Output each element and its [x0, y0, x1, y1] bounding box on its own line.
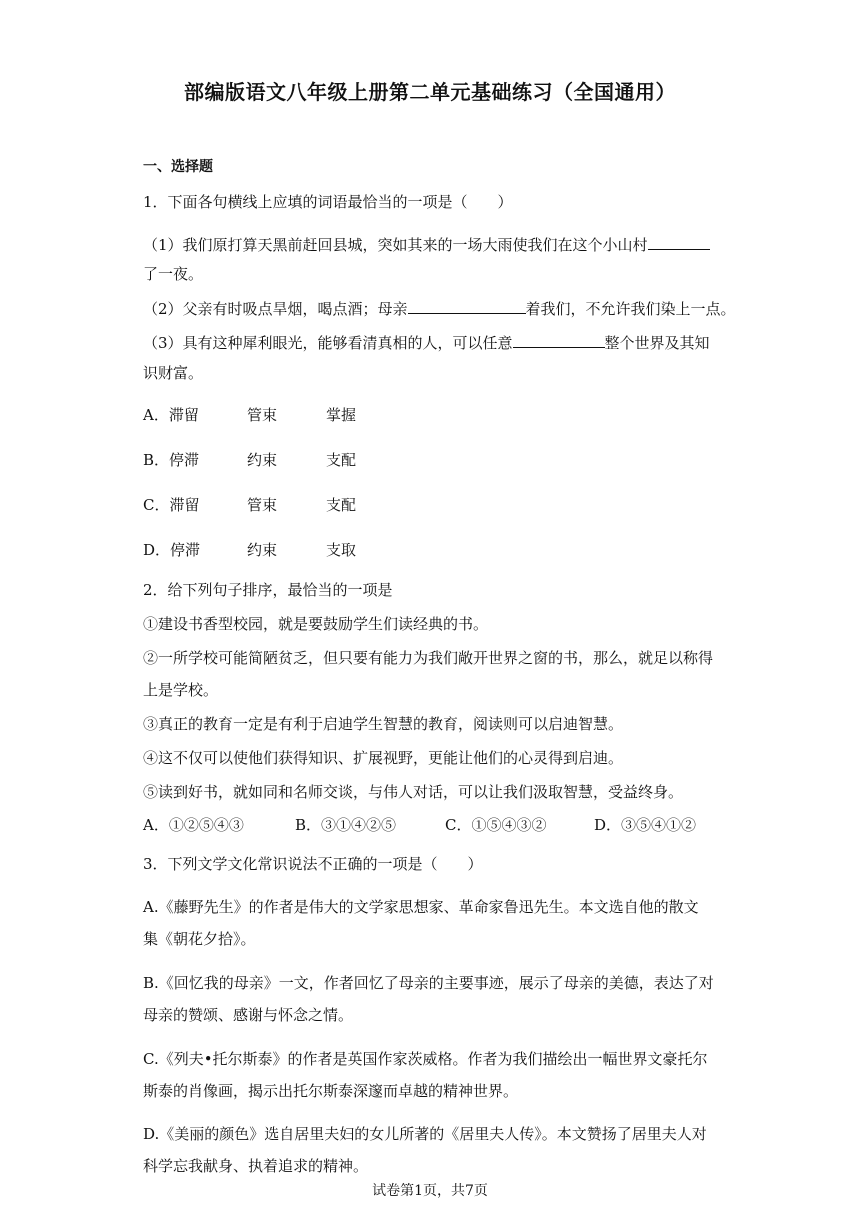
question-1-sentence-1 — [143, 234, 710, 255]
page-title: 部编版语文八年级上册第二单元基础练习（全国通用） — [184, 80, 676, 104]
question-1-stem: 1．下面各句横线上应填的词语最恰当的一项是（ ） — [143, 193, 513, 211]
q2-option-b: B．③①④②⑤ — [295, 816, 397, 834]
q3-option-d: D.《美丽的颜色》选自居里夫妇的女儿所著的《居里夫人传》。本文赞扬了居里夫人对 — [143, 1125, 707, 1143]
question-1-sentence-3 — [143, 332, 710, 353]
q3-option-a: A.《藤野先生》的作者是伟大的文学家思想家、革命家鲁迅先生。本文选自他的散文 — [143, 898, 699, 916]
q1-option-b: B．停滞 — [143, 451, 200, 469]
sentence-text: （3）具有这种犀利眼光，能够看清真相的人，可以任意 — [143, 334, 513, 352]
q1-option-a-word2: 管束 — [247, 406, 278, 424]
q1-option-b-word3: 支配 — [326, 451, 357, 469]
q2-sentence: ①建设书香型校园，就是要鼓励学生们读经典的书。 — [143, 615, 489, 633]
question-1-sentence-2 — [143, 298, 736, 319]
q1-option-a-word3: 掌握 — [326, 406, 357, 424]
question-3-stem: 3．下列文学文化常识说法不正确的一项是（ ） — [143, 855, 483, 873]
fill-blank — [408, 298, 526, 314]
q2-option-d: D．③⑤④①② — [594, 816, 697, 834]
question-1-sentence-1-cont: 了一夜。 — [143, 265, 204, 283]
q1-option-c-word2: 管束 — [247, 496, 278, 514]
fill-blank — [513, 332, 605, 348]
q2-sentence: ②一所学校可能简陋贫乏，但只要有能力为我们敞开世界之窗的书，那么，就足以称得 — [143, 649, 714, 667]
q3-option-b-cont: 母亲的赞颂、感谢与怀念之情。 — [143, 1006, 354, 1024]
q3-option-b: B.《回忆我的母亲》一文，作者回忆了母亲的主要事迹，展示了母亲的美德，表达了对 — [143, 974, 714, 992]
q2-option-c: C．①⑤④③② — [445, 816, 547, 834]
q2-sentence: ③真正的教育一定是有利于启迪学生智慧的教育，阅读则可以启迪智慧。 — [143, 715, 624, 733]
q2-sentence: ④这不仅可以使他们获得知识、扩展视野，更能让他们的心灵得到启迪。 — [143, 749, 624, 767]
page-footer: 试卷第1页，共7页 — [372, 1183, 488, 1199]
sentence-text: 着我们，不允许我们染上一点。 — [525, 300, 736, 318]
section-heading: 一、选择题 — [143, 159, 213, 175]
q3-option-d-cont: 科学忘我献身、执着追求的精神。 — [143, 1157, 369, 1175]
q1-option-d: D．停滞 — [143, 541, 201, 559]
fill-blank — [648, 234, 710, 250]
sentence-text: 整个世界及其知 — [604, 334, 710, 352]
q1-option-c: C．滞留 — [143, 496, 200, 514]
q1-option-b-word2: 约束 — [247, 451, 278, 469]
q2-option-a: A．①②⑤④③ — [143, 816, 244, 834]
q1-option-d-word2: 约束 — [247, 541, 278, 559]
q2-sentence: ⑤读到好书，就如同和名师交谈，与伟人对话，可以让我们汲取智慧，受益终身。 — [143, 783, 684, 801]
q3-option-c-cont: 斯泰的肖像画，揭示出托尔斯泰深邃而卓越的精神世界。 — [143, 1082, 519, 1100]
sentence-text: （2）父亲有时吸点旱烟，喝点酒；母亲 — [143, 300, 408, 318]
question-2-stem: 2．给下列句子排序，最恰当的一项是 — [143, 581, 393, 599]
q1-option-d-word3: 支取 — [326, 541, 357, 559]
question-1-sentence-3-cont: 识财富。 — [143, 364, 204, 382]
q1-option-a: A．滞留 — [143, 406, 199, 424]
q1-option-c-word3: 支配 — [326, 496, 357, 514]
q3-option-c: C.《列夫•托尔斯泰》的作者是英国作家茨威格。作者为我们描绘出一幅世界文豪托尔 — [143, 1050, 708, 1068]
q2-sentence: 上是学校。 — [143, 681, 219, 699]
sentence-text: （1）我们原打算天黑前赶回县城，突如其来的一场大雨使我们在这个小山村 — [143, 236, 648, 254]
q3-option-a-cont: 集《朝花夕拾》。 — [143, 930, 256, 948]
